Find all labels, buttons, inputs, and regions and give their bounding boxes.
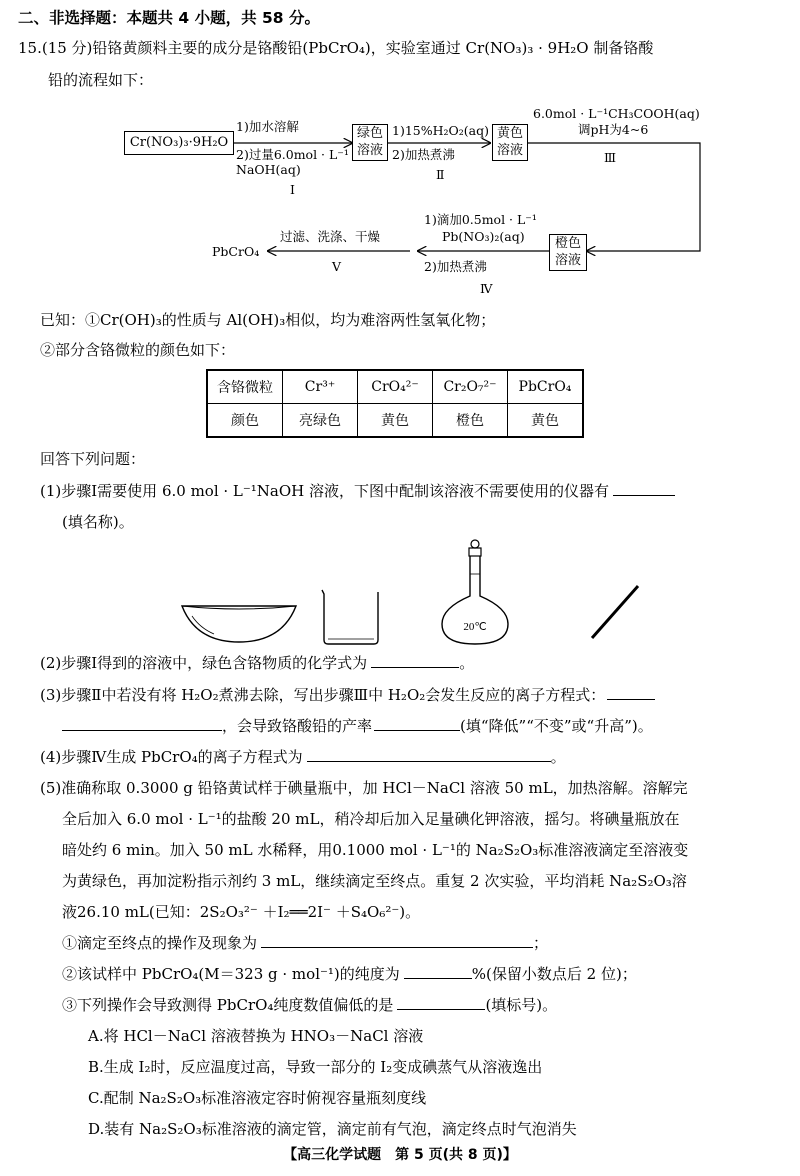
option-d: D.装有 Na₂S₂O₃标准溶液的滴定管，滴定前有气泡，滴定终点时气泡消失 bbox=[88, 1120, 577, 1138]
answer-blank[interactable] bbox=[374, 716, 460, 731]
part3-line1 bbox=[40, 685, 655, 705]
part3-line2 bbox=[62, 716, 653, 736]
table-cell: CrO₄²⁻ bbox=[358, 370, 433, 404]
table-cell: 黄色 bbox=[358, 404, 433, 438]
option-c: C.配制 Na₂S₂O₃标准溶液定容时俯视容量瓶刻度线 bbox=[88, 1089, 427, 1107]
subq2 bbox=[62, 964, 637, 984]
part3-text2: ，会导致铬酸铅的产率 bbox=[222, 717, 373, 735]
flow-step1-top: 1)加水溶解 bbox=[236, 119, 299, 134]
table-header-row bbox=[207, 370, 583, 404]
volumetric-flask-icon bbox=[442, 540, 508, 644]
flow-start-box: Cr(NO₃)₃·9H₂O bbox=[124, 131, 234, 155]
part5-line5: 液26.10 mL(已知：2S₂O₃²⁻ ＋I₂══2I⁻ ＋S₄O₆²⁻)。 bbox=[62, 903, 421, 921]
subq2-text: ②该试样中 PbCrO₄(M＝323 g · mol⁻¹)的纯度为 bbox=[62, 965, 400, 983]
flow-step1-bottom2: NaOH(aq) bbox=[236, 162, 301, 177]
table-cell: PbCrO₄ bbox=[508, 370, 584, 404]
flow-step1-bottom1: 2)过量6.0mol · L⁻¹ bbox=[236, 147, 349, 162]
table-row bbox=[207, 404, 583, 438]
answer-blank[interactable] bbox=[613, 481, 675, 496]
flow-step5-number: Ⅴ bbox=[332, 259, 342, 274]
flask-label: 20℃ bbox=[463, 621, 487, 633]
part5-line3: 暗处约 6 min。加入 50 mL 水稀释，用0.1000 mol · L⁻¹的 Na₂S₂O₃标准溶液滴定至溶液变 bbox=[62, 841, 689, 859]
answer-blank[interactable] bbox=[62, 716, 222, 731]
flow-step1-number: Ⅰ bbox=[290, 182, 295, 197]
part3-text3: (填“降低”“不变”或“升高”)。 bbox=[460, 717, 653, 735]
flow-step4-number: Ⅳ bbox=[480, 281, 493, 296]
part4-end: 。 bbox=[550, 748, 566, 766]
part5-line2: 全后加入 6.0 mol · L⁻¹的盐酸 20 mL，稍冷却后加入足量碘化钾溶液，摇匀。将碘量瓶放在 bbox=[62, 810, 680, 828]
subq2-end: %(保留小数点后 2 位)； bbox=[471, 965, 637, 983]
chromium-color-table bbox=[206, 369, 584, 438]
table-cell: 黄色 bbox=[508, 404, 584, 438]
flow-step4-top2: Pb(NO₃)₂(aq) bbox=[442, 229, 525, 244]
table-cell: Cr₂O₇²⁻ bbox=[433, 370, 508, 404]
part3-text: (3)步骤Ⅱ中若没有将 H₂O₂煮沸去除，写出步骤Ⅲ中 H₂O₂会发生反应的离子方程式： bbox=[40, 686, 606, 704]
flow-step2-bottom: 2)加热煮沸 bbox=[392, 147, 455, 162]
part2-text: (2)步骤Ⅰ得到的溶液中，绿色含铬物质的化学式为 bbox=[40, 654, 368, 672]
known-1: 已知：①Cr(OH)₃的性质与 Al(OH)₃相似，均为难溶两性氢氧化物； bbox=[40, 311, 496, 329]
option-a: A.将 HCl－NaCl 溶液替换为 HNO₃－NaCl 溶液 bbox=[88, 1027, 424, 1045]
answer-blank[interactable] bbox=[607, 685, 655, 700]
table-cell: 含铬微粒 bbox=[207, 370, 283, 404]
answer-prompt: 回答下列问题： bbox=[40, 450, 146, 468]
table-cell: 亮绿色 bbox=[283, 404, 358, 438]
section-heading: 二、非选择题：本题共 4 小题，共 58 分。 bbox=[18, 9, 320, 27]
question-stem-line1: 15.(15 分)铅铬黄颜料主要的成分是铬酸铅(PbCrO₄)，实验室通过 Cr(NO₃)₃ · 9H₂O 制备铬酸 bbox=[18, 39, 654, 57]
flow-step4-top1: 1)滴加0.5mol · L⁻¹ bbox=[424, 212, 537, 227]
flow-step2-top: 1)15%H₂O₂(aq) bbox=[392, 123, 489, 138]
glass-rod-icon bbox=[591, 584, 638, 638]
part1-line2: (填名称)。 bbox=[62, 513, 134, 531]
subq3-end: (填标号)。 bbox=[485, 996, 558, 1014]
flow-yellow-solution-box: 黄色溶液 bbox=[492, 124, 528, 161]
answer-blank[interactable] bbox=[404, 964, 472, 979]
part4-text: (4)步骤Ⅳ生成 PbCrO₄的离子方程式为 bbox=[40, 748, 303, 766]
option-b: B.生成 I₂时，反应温度过高，导致一部分的 I₂变成碘蒸气从溶液逸出 bbox=[88, 1058, 543, 1076]
flow-orange-solution-box: 橙色溶液 bbox=[549, 234, 587, 271]
part5-line4: 为黄绿色，再加淀粉指示剂约 3 mL，继续滴定至终点。重复 2 次实验，平均消耗 Na₂S₂O₃溶 bbox=[62, 872, 687, 890]
subq3 bbox=[62, 995, 557, 1015]
beaker-icon bbox=[322, 590, 378, 644]
part5-line1: (5)准确称取 0.3000 g 铅铬黄试样于碘量瓶中，加 HCl－NaCl 溶液 50 mL，加热溶解。溶解完 bbox=[40, 779, 688, 797]
known-2: ②部分含铬微粒的颜色如下： bbox=[40, 341, 236, 359]
question-stem-line2: 铅的流程如下： bbox=[48, 71, 154, 89]
part2-end: 。 bbox=[459, 654, 475, 672]
flow-green-solution-box: 绿色溶液 bbox=[352, 124, 388, 161]
part4 bbox=[40, 747, 566, 767]
subq1 bbox=[62, 933, 548, 953]
flow-step5-top: 过滤、洗涤、干燥 bbox=[280, 229, 381, 244]
table-cell: 颜色 bbox=[207, 404, 283, 438]
table-cell: Cr³⁺ bbox=[283, 370, 358, 404]
flow-product: PbCrO₄ bbox=[212, 244, 260, 259]
subq1-end: ； bbox=[533, 934, 549, 952]
subq1-text: ①滴定至终点的操作及现象为 bbox=[62, 934, 258, 952]
part2 bbox=[40, 653, 474, 673]
evaporating-dish-icon bbox=[182, 606, 296, 642]
answer-blank[interactable] bbox=[307, 747, 551, 762]
answer-blank[interactable] bbox=[261, 933, 533, 948]
part1-line1 bbox=[40, 481, 675, 501]
flow-step2-number: Ⅱ bbox=[436, 167, 445, 182]
table-cell: 橙色 bbox=[433, 404, 508, 438]
answer-blank[interactable] bbox=[371, 653, 459, 668]
subq3-text: ③下列操作会导致测得 PbCrO₄纯度数值偏低的是 bbox=[62, 996, 394, 1014]
answer-blank[interactable] bbox=[397, 995, 485, 1010]
apparatus-figure bbox=[170, 538, 660, 646]
flow-step3-number: Ⅲ bbox=[604, 150, 617, 165]
flow-step4-bottom: 2)加热煮沸 bbox=[424, 259, 487, 274]
flow-step3-top: 6.0mol · L⁻¹CH₃COOH(aq) bbox=[533, 106, 700, 121]
part1-text: (1)步骤Ⅰ需要使用 6.0 mol · L⁻¹NaOH 溶液，下图中配制该溶液不需要使用的仪器有 bbox=[40, 482, 610, 500]
page-footer: 【高三化学试题 第 5 页(共 8 页)】 bbox=[283, 1147, 517, 1163]
flow-step3-bottom: 调pH为4~6 bbox=[578, 122, 649, 137]
